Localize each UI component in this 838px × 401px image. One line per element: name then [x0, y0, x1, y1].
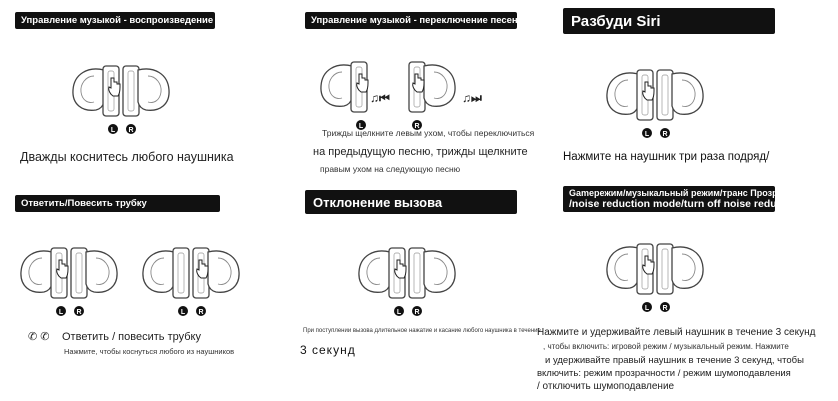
game-mode-header-line-1: Gameрежим/музыкальный режим/транс Прозрачный режим: [569, 188, 838, 198]
siri-caption: Нажмите на наушник три раза подряд/: [563, 151, 770, 163]
next-track-icon: ♫⏭: [462, 91, 482, 105]
play-pause-caption: Дважды коснитесь любого наушника: [20, 150, 234, 164]
earbuds-illustration: [604, 240, 734, 320]
earbuds-illustration: [604, 66, 734, 146]
switch-song-line-1: Трижды щелкните левым ухом, чтобы переключиться: [322, 128, 535, 138]
play-pause-header: Управление музыкой - воспроизведение / пауза: [15, 12, 215, 29]
switch-song-line-3: правым ухом на следующую песню: [320, 164, 461, 174]
answer-line-2: Нажмите, чтобы коснуться любого из наушников: [64, 347, 235, 356]
right-label: R: [414, 123, 420, 130]
left-label: L: [358, 123, 364, 130]
game-mode-line-5: / отключить шумоподавление: [537, 381, 675, 392]
left-label: L: [180, 309, 186, 316]
right-label: R: [414, 309, 420, 316]
game-mode-line-2: , чтобы включить: игровой режим / музыкальный режим. Нажмите: [543, 342, 789, 351]
reject-line-1: При поступлении вызова длительное нажатие и касание любого наушника в течение: [303, 328, 541, 334]
right-label: R: [662, 305, 668, 312]
left-label: L: [644, 305, 650, 312]
right-label: R: [76, 309, 82, 316]
earbuds-illustration-right-tap: [140, 244, 270, 324]
earbuds-illustration: [356, 244, 486, 324]
switch-song-line-2: на предыдущую песню, трижды щелкните: [313, 146, 528, 158]
right-label: R: [198, 309, 204, 316]
earbuds-illustration: [70, 62, 200, 142]
left-label: L: [644, 131, 650, 138]
reject-header: Отклонение вызова: [305, 190, 517, 214]
prev-track-icon: ♫⏮: [370, 91, 390, 105]
left-label: L: [396, 309, 402, 316]
right-label: R: [128, 127, 134, 134]
left-label: L: [110, 127, 116, 134]
siri-header: Разбуди Siri: [563, 8, 775, 34]
game-mode-line-3: и удерживайте правый наушник в течение 3 секунд, чтобы: [545, 355, 804, 366]
game-mode-header: [563, 186, 838, 212]
game-mode-line-4: включить: режим прозрачности / режим шумоподавления: [537, 368, 791, 379]
answer-header: Ответить/Повесить трубку: [15, 195, 220, 212]
reject-line-2: 3 секунд: [300, 343, 356, 357]
switch-song-header: Управление музыкой - переключение песен: [305, 12, 517, 29]
answer-line-1: Ответить / повесить трубку: [62, 331, 201, 343]
game-mode-header-line-2: /noise reduction mode/turn off noise reduction: [569, 198, 802, 210]
right-label: R: [662, 131, 668, 138]
game-mode-line-1: Нажмите и удерживайте левый наушник в течение 3 секунд: [537, 327, 816, 338]
left-label: L: [58, 309, 64, 316]
earbuds-illustration-left-tap: [18, 244, 148, 324]
phone-icon: ✆ ✆: [28, 331, 50, 343]
